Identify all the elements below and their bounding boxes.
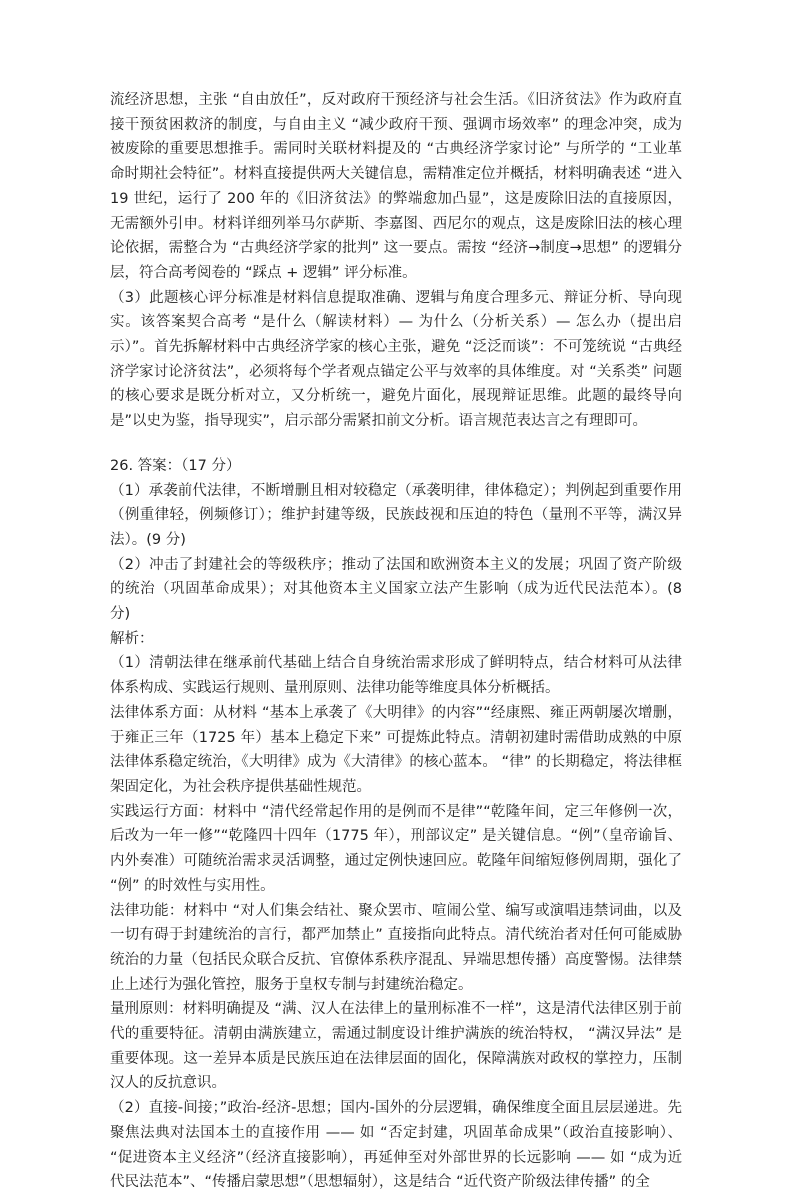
analysis-legal-system: 法律体系方面：从材料 “基本上承袭了《大明律》的内容”“经康熙、雍正两朝屡次增删，于雍正三年（1725 年）基本上稳定下来” 可提炼此特点。清朝初建时需借助成熟的中原法律体系稳定统治，《大明律》成为《大清律》的核心蓝本。 “律” 的长期稳定，将法律框架固定化，为社会秩序提供基础性规范。 [110,704,682,795]
answer-part-2: （2）冲击了封建社会的等级秩序；推动了法国和欧洲资本主义的发展；巩固了资产阶级的统治（巩固革命成果）；对其他资本主义国家立法产生影响（成为近代民法范本）。(8 分) [110,556,682,623]
document-body [110,88,682,1195]
paragraph-question-3-analysis: （3）此题核心评分标准是材料信息提取准确、逻辑与角度合理多元、辩证分析、导向现实。该答案契合高考 “是什么（解读材料）— 为什么（分析关系）— 怎么办（提出启示）”。首先拆解材料中古典经济学家的核心主张，避免 “泛泛而谈”：不可笼统说 “古典经济学家讨论济贫法”，必须将每个学者观点锚定公平与效率的具体维度。对 “关系类” 问题的核心要求是既分析对立，又分析统一，避免片面化，展现辩证思维。此题的最终导向是”以史为鉴，指导现实”，启示部分需紧扣前文分析。语言规范表达言之有理即可。 [110,289,682,430]
analysis-sentencing: 量刑原则：材料明确提及 “满、汉人在法律上的量刑标准不一样”，这是清代法律区别于前代的重要特征。清朝由满族建立，需通过制度设计维护满族的统治特权， “满汉异法” 是重要体现。这一差异本质是民族压迫在法律层面的固化，保障满族对政权的掌控力，压制汉人的反抗意识。 [110,1001,682,1092]
analysis-legal-function: 法律功能：材料中 “对人们集会结社、聚众罢市、喧闹公堂、编写或演唱违禁词曲，以及一切有碍于封建统治的言行，都严加禁止” 直接指向此特点。清代统治者对任何可能威胁统治的力量（包括民众联合反抗、官僚体系秩序混乱、异端思想传播）高度警惕。法律禁止上述行为强化管控，服务于皇权专制与封建统治稳定。 [110,902,682,993]
paragraph-spacer [110,434,682,454]
analysis-part-2: （2）直接-间接；”政治-经济-思想；国内-国外的分层逻辑，确保维度全面且层层递进。先聚焦法典对法国本土的直接作用 —— 如 “否定封建，巩固革命成果”（政治直接影响）、 “促进资本主义经济”（经济直接影响），再延伸至对外部世界的长远影响 —— 如 “成为近代民法范本”、“传播启蒙思想”（思想辐射），这是结合 “近代资产阶级法律传播” 的全 [110,1100,682,1191]
answer-heading-26: 26. 答案：（17 分） [110,457,241,474]
analysis-label: 解析： [110,630,154,647]
analysis-practice: 实践运行方面：材料中 “清代经常起作用的是例而不是律”“乾隆年间，定三年修例一次，后改为一年一修”“乾隆四十四年（1775 年），刑部议定” 是关键信息。“例”（皇帝谕旨、内外奏准）可随统治需求灵活调整，通过定例快速回应。乾隆年间缩短修例周期，强化了 “例” 的时效性与实用性。 [110,803,682,894]
paragraph-classical-economics: 流经济思想，主张 “自由放任”，反对政府干预经济与社会生活。《旧济贫法》作为政府直接干预贫困救济的制度，与自由主义 “减少政府干预、强调市场效率” 的理念冲突，成为被废除的重要思想推手。需同时关联材料提及的 “古典经济学家讨论” 与所学的 “工业革命时期社会特征”。材料直接提供两大关键信息，需精准定位并概括，材料明确表述 “进入 19 世纪，运行了 200 年的《旧济贫法》的弊端愈加凸显”，这是废除旧法的直接原因，无需额外引申。材料详细列举马尔萨斯、李嘉图、西尼尔的观点，这是废除旧法的核心理论依据，需整合为 “古典经济学家的批判” 这一要点。需按 “经济→制度→思想” 的逻辑分层，符合高考阅卷的 “踩点 + 逻辑” 评分标准。 [110,92,682,281]
answer-part-1: （1）承袭前代法律，不断增删且相对较稳定（承袭明律，律体稳定）；判例起到重要作用（例重律轻，例频修订）；维护封建等级，民族歧视和压迫的特色（量刑不平等，满汉异法）。(9 分) [110,482,682,548]
analysis-part-1-intro: （1）清朝法律在继承前代基础上结合自身统治需求形成了鲜明特点，结合材料可从法律体系构成、实践运行规则、量刑原则、法律功能等维度具体分析概括。 [110,655,682,697]
